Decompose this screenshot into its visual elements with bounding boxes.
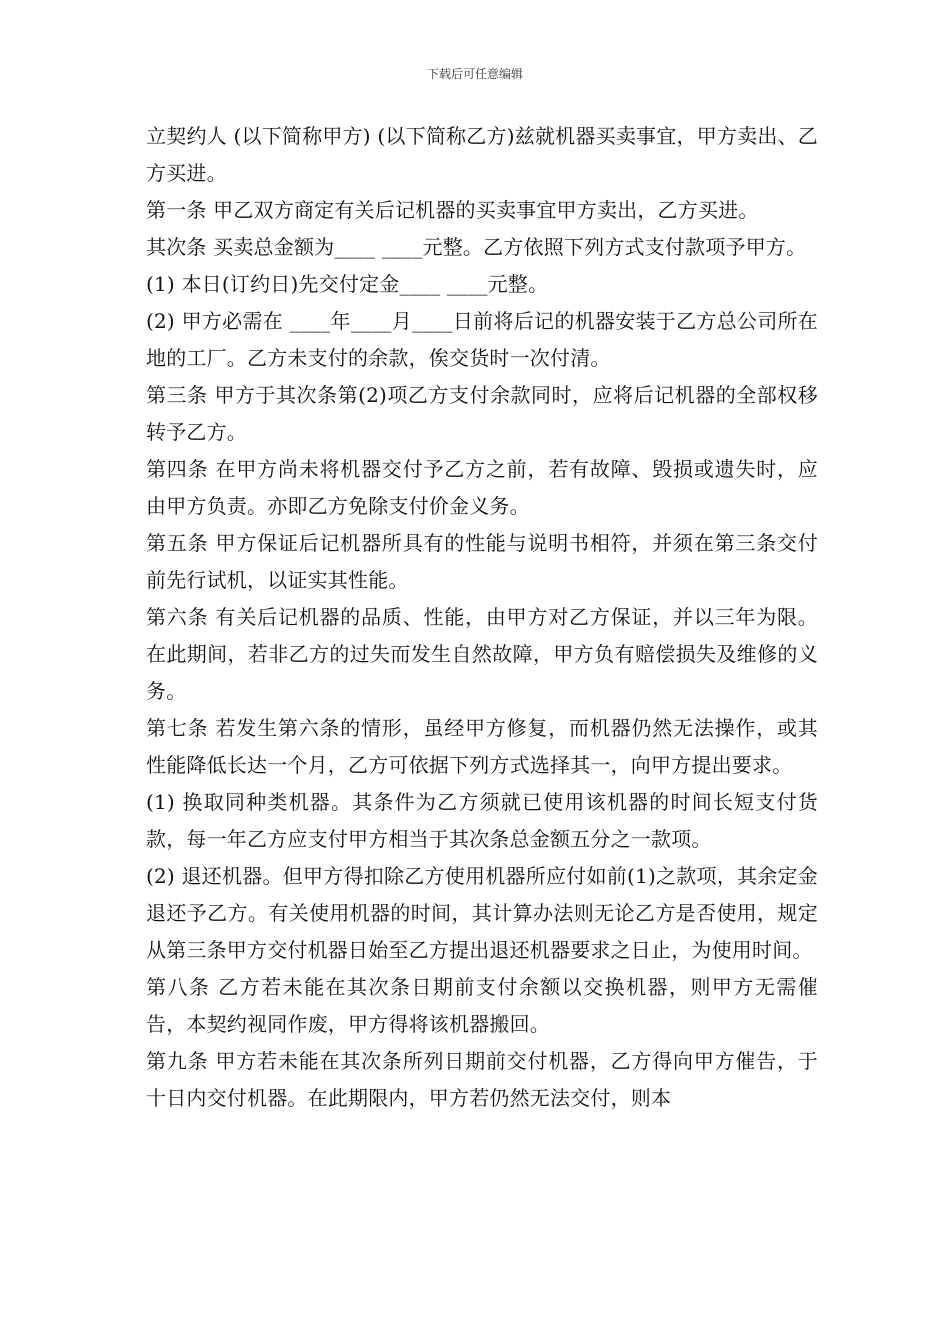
paragraph-article-2-item-2: (2) 甲方必需在 ____年____月____日前将后记的机器安装于乙方总公司所在地的工厂。乙方未支付的余款，俟交货时一次付清。	[146, 309, 818, 370]
paragraph-article-2-item-1: (1) 本日(订约日)先交付定金____ ____元整。	[146, 272, 549, 296]
paragraph-article-6: 第六条 有关后记机器的品质、性能，由甲方对乙方保证，并以三年为限。在此期间，若非乙方的过失而发生自然故障，甲方负有赔偿损失及维修的义务。	[146, 605, 818, 703]
page-header-note: 下载后可任意编辑	[426, 67, 523, 81]
paragraph-article-4: 第四条 在甲方尚未将机器交付予乙方之前，若有故障、毁损或遗失时，应由甲方负责。亦即乙方免除支付价金义务。	[146, 457, 818, 518]
paragraph-article-2: 其次条 买卖总金额为____ ____元整。乙方依照下列方式支付款项予甲方。	[146, 235, 807, 259]
paragraph-article-7: 第七条 若发生第六条的情形，虽经甲方修复，而机器仍然无法操作，或其性能降低长达一个月，乙方可依据下列方式选择其一，向甲方提出要求。	[146, 716, 818, 777]
paragraph-article-5: 第五条 甲方保证后记机器所具有的性能与说明书相符，并须在第三条交付前先行试机，以证实其性能。	[146, 531, 818, 592]
paragraph-preamble: 立契约人 (以下简称甲方) (以下简称乙方)兹就机器买卖事宜，甲方卖出、乙方买进。	[146, 124, 818, 185]
paragraph-article-8: 第八条 乙方若未能在其次条日期前支付余额以交换机器，则甲方无需催告，本契约视同作废，甲方得将该机器搬回。	[146, 975, 818, 1036]
paragraph-article-7-item-1: (1) 换取同种类机器。其条件为乙方须就已使用该机器的时间长短支付货款，每一年乙方应支付甲方相当于其次条总金额五分之一款项。	[146, 790, 818, 851]
contract-body	[146, 118, 818, 1117]
paragraph-article-1: 第一条 甲乙双方商定有关后记机器的买卖事宜甲方卖出，乙方买进。	[146, 198, 759, 222]
paragraph-article-9: 第九条 甲方若未能在其次条所列日期前交付机器，乙方得向甲方催告，于十日内交付机器。在此期限内，甲方若仍然无法交付，则本	[146, 1049, 818, 1110]
paragraph-article-7-item-2: (2) 退还机器。但甲方得扣除乙方使用机器所应付如前(1)之款项，其余定金退还予乙方。有关使用机器的时间，其计算办法则无论乙方是否使用，规定从第三条甲方交付机器日始至乙方提出退还机器要求之日止，为使用时间。	[146, 864, 818, 962]
paragraph-article-3: 第三条 甲方于其次条第(2)项乙方支付余款同时，应将后记机器的全部权移转予乙方。	[146, 383, 818, 444]
